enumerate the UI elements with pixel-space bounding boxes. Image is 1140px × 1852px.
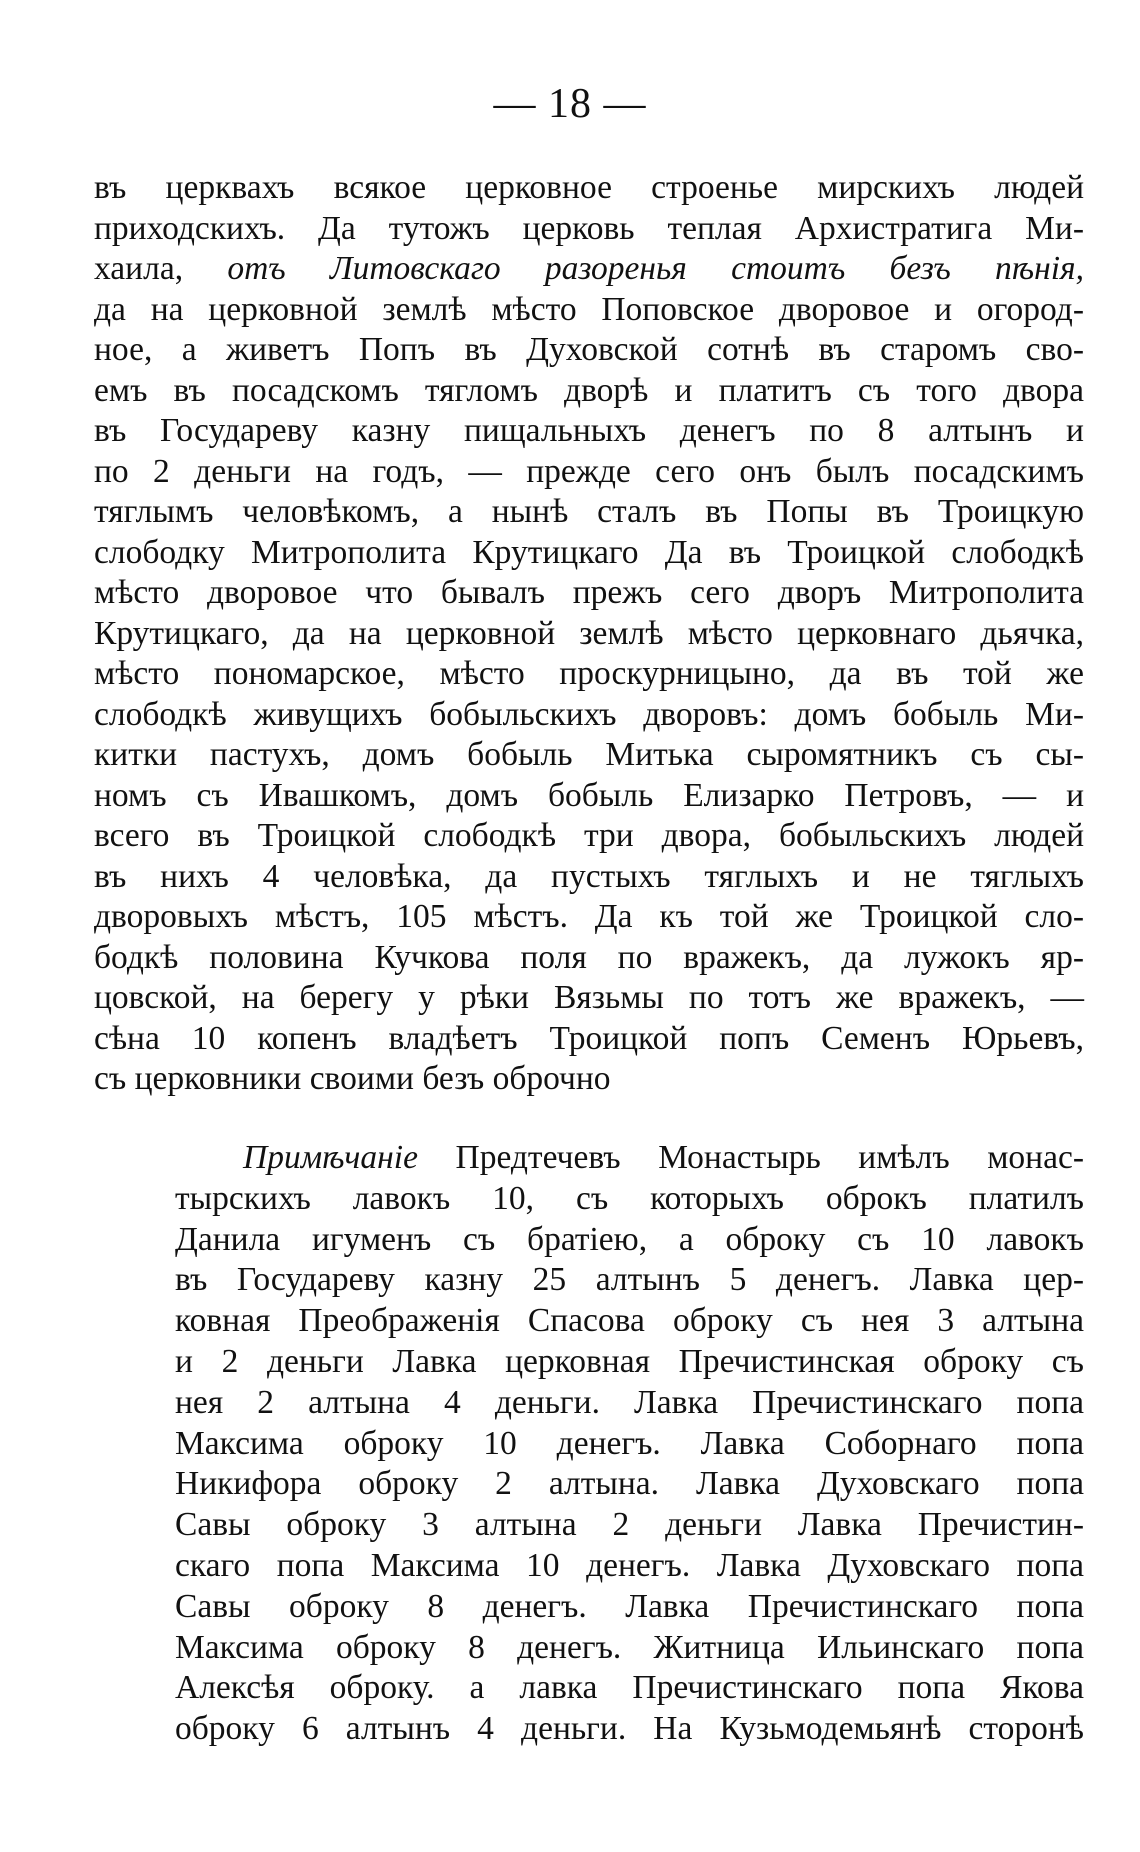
text-line: всего въ Троицкой слободкѣ три двора, бобыльскихъ людей [94, 817, 1084, 854]
text-line: сѣна 10 копенъ владѣетъ Троицкой попъ Семенъ Юрьевъ, [94, 1019, 1084, 1057]
text-line: по 2 деньги на годъ, — прежде сего онъ былъ посадскимъ [94, 452, 1084, 490]
text-line: мѣсто дворовое что бывалъ прежъ сего дворъ Митрополита [94, 574, 1084, 611]
note-line: и 2 деньги Лавка церковная Пречистинская оброку съ [175, 1342, 1084, 1380]
note-label: Примѣчаніе [243, 1139, 418, 1176]
note-first-line [243, 1138, 1084, 1179]
text-line: емъ въ посадскомъ тягломъ дворѣ и платитъ съ того двора [94, 371, 1084, 409]
note-line: Никифора оброку 2 алтына. Лавка Духовскаго попа [175, 1465, 1084, 1503]
note-line: Данила игуменъ съ братіею, а оброку съ 10 лавокъ [175, 1220, 1084, 1258]
text-line-start: хаила, [94, 250, 184, 287]
note-line: ковная Преображенія Спасова оброку съ нея 3 алтына [175, 1302, 1084, 1340]
text-line: въ нихъ 4 человѣка, да пустыхъ тяглыхъ и не тяглыхъ [94, 857, 1084, 895]
note-line: Максима оброку 8 денегъ. Житница Ильинскаго попа [175, 1628, 1084, 1666]
text-line: съ церковники своими безъ оброчно [94, 1060, 611, 1097]
text-line: дворовыхъ мѣстъ, 105 мѣстъ. Да къ той же Троицкой сло- [94, 898, 1084, 935]
text-line: слободку Митрополита Крутицкаго Да въ Троицкой слободкѣ [94, 533, 1084, 571]
note-line: Алексѣя оброку. а лавка Пречистинскаго попа Якова [175, 1669, 1084, 1707]
text-line: Крутицкаго, да на церковной землѣ мѣсто церковнаго дьячка, [94, 614, 1084, 652]
italic-phrase: отъ Литовскаго разоренья стоитъ безъ пѣнія, [227, 250, 1084, 287]
note-paragraph [175, 1138, 1084, 1750]
text-line: да на церковной землѣ мѣсто Поповское дворовое и огород- [94, 290, 1084, 328]
text-line: въ церквахъ всякое церковное строенье мирскихъ людей [94, 169, 1084, 206]
note-line: нея 2 алтына 4 деньги. Лавка Пречистинскаго попа [175, 1383, 1084, 1421]
note-line: Максима оброку 10 денегъ. Лавка Соборнаго попа [175, 1424, 1084, 1462]
note-line: въ Государеву казну 25 алтынъ 5 денегъ. Лавка цер- [175, 1261, 1084, 1299]
note-line: скаго попа Максима 10 денегъ. Лавка Духовскаго попа [175, 1546, 1084, 1584]
page-number: — 18 — [493, 81, 647, 127]
note-line: оброку 6 алтынъ 4 деньги. На Кузьмодемьянѣ сторонѣ [175, 1710, 1084, 1748]
text-line-with-italic [94, 249, 1084, 290]
text-line: цовской, на берегу у рѣки Вязьмы по тотъ же вражекъ, — [94, 979, 1084, 1016]
text-line: бодкѣ половина Кучкова поля по вражекъ, да лужокъ яр- [94, 938, 1084, 976]
note-first-line-text: Предтечевъ Монастырь имѣлъ монас- [455, 1139, 1084, 1176]
note-line: тырскихъ лавокъ 10, съ которыхъ оброкъ платилъ [175, 1179, 1084, 1217]
text-line: тяглымъ человѣкомъ, а нынѣ сталъ въ Попы въ Троицкую [94, 493, 1084, 530]
text-line: въ Государеву казну пищальныхъ денегъ по 8 алтынъ и [94, 412, 1084, 449]
text-line: мѣсто пономарское, мѣсто проскурницыно, да въ той же [94, 655, 1084, 692]
note-line: Савы оброку 8 денегъ. Лавка Пречистинскаго попа [175, 1587, 1084, 1625]
text-line: приходскихъ. Да тутожъ церковь теплая Архистратига Ми- [94, 209, 1084, 247]
text-line: слободкѣ живущихъ бобыльскихъ дворовъ: домъ бобыль Ми- [94, 695, 1084, 733]
text-line: китки пастухъ, домъ бобыль Митька сыромятникъ съ сы- [94, 736, 1084, 773]
text-line: номъ съ Ивашкомъ, домъ бобыль Елизарко Петровъ, — и [94, 776, 1084, 814]
note-line: Савы оброку 3 алтына 2 деньги Лавка Пречистин- [175, 1506, 1084, 1544]
main-paragraph [94, 168, 1084, 1100]
text-line: ное, а живетъ Попъ въ Духовской сотнѣ въ старомъ сво- [94, 331, 1084, 368]
